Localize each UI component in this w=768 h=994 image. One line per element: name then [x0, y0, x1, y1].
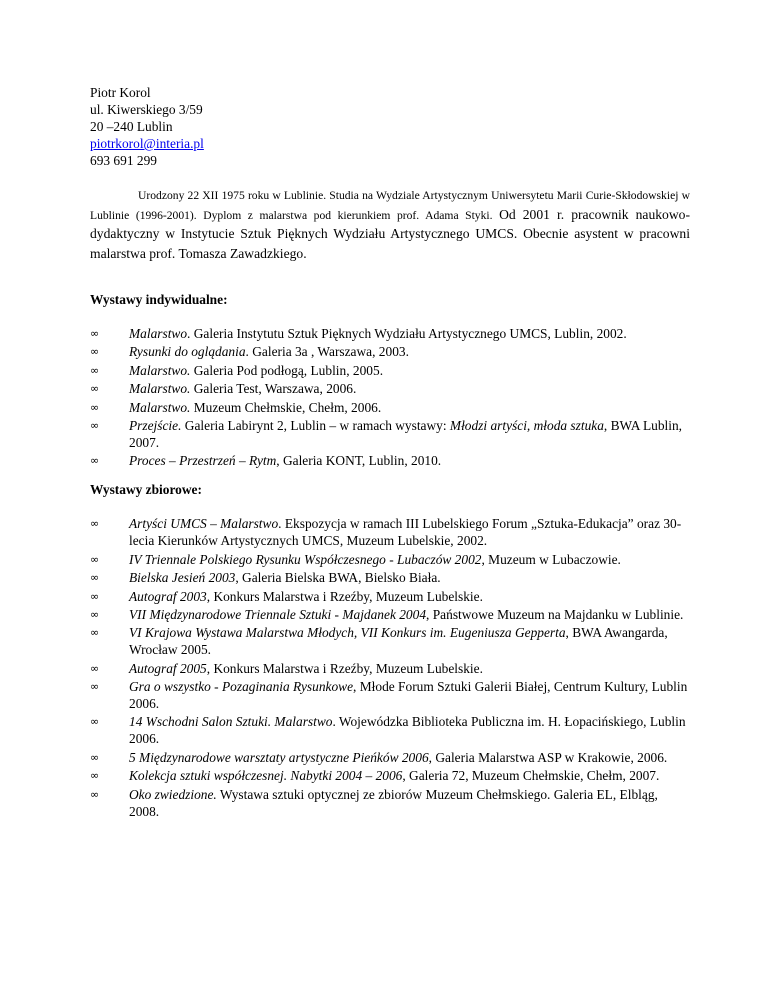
contact-street: ul. Kiwerskiego 3/59 — [90, 102, 203, 117]
exhibition-details: , Galeria KONT, Lublin, 2010. — [276, 453, 442, 469]
contact-phone: 693 691 299 — [90, 153, 157, 168]
exhibition-item — [90, 343, 690, 360]
exhibition-title: 5 Międzynarodowe warsztaty artystyczne Pieńków 2006 — [129, 749, 429, 765]
bio-text-small: Urodzony 22 XII 1975 roku w Lublinie. Studia na Wydziale Artystycznym Uniwersytetu Marii Curie-Skłodowskiej w Lublinie (1996-2001). Dyplom z malarstwa pod kierunkiem prof. Adama Styki. — [90, 189, 690, 222]
exhibition-item — [90, 569, 690, 586]
exhibition-details: . Galeria Instytutu Sztuk Pięknych Wydziału Artystycznego UMCS, Lublin, 2002. — [187, 326, 627, 341]
exhibition-details: Galeria Test, Warszawa, 2006. — [190, 381, 357, 397]
bullet-icon: ∞ — [90, 661, 100, 675]
bullet-icon: ∞ — [90, 589, 100, 603]
exhibition-title: Kolekcja sztuki współczesnej. Nabytki 2004 – 2006 — [129, 768, 403, 784]
exhibition-title: VII Międzynarodowe Triennale Sztuki - Majdanek 2004 — [129, 606, 427, 622]
exhibition-title: Gra o wszystko - Pozaginania Rysunkowe — [129, 679, 354, 695]
bullet-icon: ∞ — [90, 787, 100, 801]
bullet-icon: ∞ — [90, 345, 100, 359]
bullet-icon: ∞ — [90, 680, 100, 694]
exhibition-title: Artyści UMCS – Malarstwo — [129, 516, 279, 532]
exhibition-item — [90, 325, 690, 342]
exhibition-details: , Konkurs Malarstwa i Rzeźby, Muzeum Lubelskie. — [206, 660, 483, 676]
exhibition-details: , Galeria 72, Muzeum Chełmskie, Chełm, 2007. — [402, 768, 660, 784]
exhibition-details: , Galeria Malarstwa ASP w Krakowie, 2006. — [428, 749, 668, 765]
exhibition-item — [90, 362, 690, 379]
solo-exhibitions-heading: Wystawy indywidualne: — [90, 292, 228, 307]
exhibition-title: Malarstwo. — [129, 362, 191, 378]
exhibition-item — [90, 660, 690, 677]
bullet-icon: ∞ — [90, 769, 100, 783]
exhibition-details: . Galeria 3a , Warszawa, 2003. — [245, 344, 409, 360]
exhibition-title: 14 Wschodni Salon Sztuki. Malarstwo — [129, 714, 333, 730]
bio-paragraph — [90, 187, 690, 264]
bullet-icon: ∞ — [90, 750, 100, 764]
bullet-icon: ∞ — [90, 552, 100, 566]
exhibition-item — [90, 713, 690, 747]
exhibition-details: Wystawa sztuki optycznej ze zbiorów Muzeum Chełmskiego. Galeria EL, Elbląg, 2008. — [129, 786, 658, 819]
exhibition-details: . Wojewódzka Biblioteka Publiczna im. H. Łopacińskiego, Lublin 2006. — [129, 714, 686, 747]
exhibition-item — [90, 624, 690, 658]
exhibition-details: , Galeria Bielska BWA, Bielsko Biała. — [235, 570, 441, 586]
exhibition-item — [90, 678, 690, 712]
exhibition-item — [90, 380, 690, 397]
exhibition-title: Bielska Jesień 2003 — [129, 570, 236, 586]
contact-name: Piotr Korol — [90, 85, 151, 100]
bio-text-large: Od 2001 r. pracownik naukowo-dydaktyczny w Instytucie Sztuk Pięknych Wydziału Artystycznego UMCS. Obecnie asystent w pracowni malarstwa prof. Tomasza Zawadzkiego. — [90, 206, 690, 261]
exhibition-details: , Konkurs Malarstwa i Rzeźby, Muzeum Lubelskie. — [206, 588, 483, 604]
exhibition-title-secondary: Młodzi artyści, młoda sztuka — [449, 417, 604, 433]
exhibition-title: Autograf 2005 — [129, 660, 207, 676]
bullet-icon: ∞ — [90, 418, 100, 432]
exhibition-item — [90, 452, 690, 469]
document-page — [90, 84, 690, 821]
bullet-icon: ∞ — [90, 715, 100, 729]
exhibition-title: Rysunki do oglądania — [129, 344, 246, 360]
exhibition-item — [90, 786, 690, 820]
bullet-icon: ∞ — [90, 626, 100, 640]
email-link[interactable]: piotrkorol@interia.pl — [90, 136, 204, 151]
bullet-icon: ∞ — [90, 363, 100, 377]
exhibition-details: . Ekspozycja w ramach III Lubelskiego Forum „Sztuka-Edukacja” oraz 30-lecia Kierunków Artystycznych UMCS, Muzeum Lubelskie, 2002. — [129, 516, 682, 549]
exhibition-title: IV Triennale Polskiego Rysunku Współczesnego - Lubaczów 2002 — [129, 551, 482, 567]
exhibition-item — [90, 417, 690, 451]
bullet-icon: ∞ — [90, 517, 100, 531]
exhibition-title: Malarstwo. — [129, 399, 191, 415]
exhibition-title: Proces – Przestrzeń – Rytm — [129, 453, 277, 469]
exhibition-details: , Muzeum w Lubaczowie. — [481, 551, 621, 567]
exhibition-item — [90, 606, 690, 623]
exhibition-item — [90, 588, 690, 605]
bullet-icon: ∞ — [90, 400, 100, 414]
exhibition-details: Galeria Pod podłogą, Lublin, 2005. — [190, 362, 384, 378]
bullet-icon: ∞ — [90, 382, 100, 396]
group-exhibitions-heading: Wystawy zbiorowe: — [90, 482, 202, 498]
exhibition-details: , Państwowe Muzeum na Majdanku w Lublinie. — [426, 606, 684, 622]
exhibition-item — [90, 767, 690, 784]
bullet-icon: ∞ — [90, 327, 100, 340]
exhibition-title: Malarstwo. — [129, 381, 191, 397]
exhibition-item — [90, 749, 690, 766]
contact-city: 20 –240 Lublin — [90, 119, 173, 134]
bullet-icon: ∞ — [90, 454, 100, 468]
exhibition-title: Przejście. — [129, 417, 182, 433]
exhibition-title: Malarstwo — [129, 326, 188, 341]
exhibition-details: , BWA Awangarda, Wrocław 2005. — [129, 625, 668, 658]
exhibition-item — [90, 515, 690, 549]
exhibition-title: Oko zwiedzione. — [129, 786, 217, 802]
contact-block — [90, 84, 690, 169]
exhibition-item — [90, 551, 690, 568]
exhibition-details-secondary: , BWA Lublin, 2007. — [129, 417, 683, 450]
group-exhibitions-list — [90, 515, 690, 819]
exhibition-title: VI Krajowa Wystawa Malarstwa Młodych, VII Konkurs im. Eugeniusza Gepperta — [129, 625, 566, 641]
exhibition-title: Autograf 2003 — [129, 588, 207, 604]
solo-exhibitions-list — [90, 325, 690, 469]
exhibition-details: Galeria Labirynt 2, Lublin – w ramach wystawy: — [181, 417, 450, 433]
exhibition-item — [90, 399, 690, 416]
exhibition-details: Muzeum Chełmskie, Chełm, 2006. — [190, 399, 382, 415]
bullet-icon: ∞ — [90, 571, 100, 585]
exhibition-details: , Młode Forum Sztuki Galerii Białej, Centrum Kultury, Lublin 2006. — [129, 679, 688, 712]
bullet-icon: ∞ — [90, 607, 100, 621]
